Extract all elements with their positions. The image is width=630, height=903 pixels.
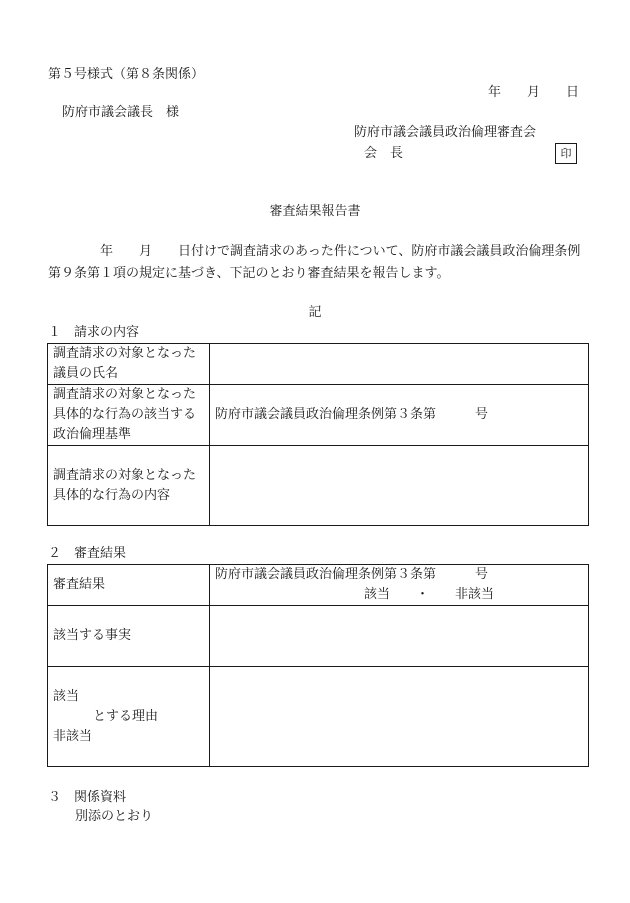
sender-title: 会 長 xyxy=(364,146,404,161)
table-row xyxy=(48,385,589,446)
target-member-name-field[interactable] xyxy=(210,344,589,385)
reason-label xyxy=(48,667,210,767)
section-1-heading: １ 請求の内容 xyxy=(48,325,140,340)
section-3-heading: ３ 関係資料 xyxy=(48,790,127,805)
target-member-name-label: 調査請求の対象となった議員の氏名 xyxy=(48,344,210,385)
sender-organization: 防府市議会議員政治倫理審査会 xyxy=(354,125,537,140)
form-number: 第５号様式（第８条関係） xyxy=(48,67,205,82)
reason-label-applicable: 該当 xyxy=(53,688,80,704)
reason-field[interactable] xyxy=(210,667,589,767)
table-row xyxy=(48,446,589,526)
applicability-choice[interactable]: 該当 ・ 非該当 xyxy=(363,587,494,602)
request-content-table xyxy=(47,343,589,526)
conduct-details-label: 調査請求の対象となった具体的な行為の内容 xyxy=(48,446,210,526)
reason-label-not-applicable: 非該当 xyxy=(53,728,93,744)
date-line: 年 月 日 xyxy=(488,85,580,100)
review-result-label: 審査結果 xyxy=(48,565,210,606)
relevant-facts-field[interactable] xyxy=(210,606,589,667)
table-row xyxy=(48,565,589,606)
review-result-field[interactable] xyxy=(210,565,589,606)
review-result-article: 防府市議会議員政治倫理条例第３条第 号 xyxy=(215,567,489,582)
seal-box: 印 xyxy=(555,143,577,164)
addressee: 防府市議会議長 様 xyxy=(62,105,180,120)
reason-label-middle: とする理由 xyxy=(93,708,159,724)
table-row xyxy=(48,667,589,767)
ki-marker: 記 xyxy=(308,305,322,320)
section-2-heading: ２ 審査結果 xyxy=(48,546,127,561)
ethics-standard-field[interactable]: 防府市議会議員政治倫理条例第３条第 号 xyxy=(210,385,589,446)
review-result-table xyxy=(47,564,589,767)
related-materials: 別添のとおり xyxy=(75,809,154,824)
document-title: 審査結果報告書 xyxy=(269,204,361,219)
document-body: 年 月 日付けで調査請求のあった件について、防府市議会議員政治倫理条例第９条第１項の規定に基づき、下記のとおり審査結果を報告します。 xyxy=(48,244,581,281)
table-row xyxy=(48,606,589,667)
table-row xyxy=(48,344,589,385)
conduct-details-field[interactable] xyxy=(210,446,589,526)
ethics-standard-label: 調査請求の対象となった具体的な行為の該当する政治倫理基準 xyxy=(48,385,210,446)
relevant-facts-label: 該当する事実 xyxy=(48,606,210,667)
